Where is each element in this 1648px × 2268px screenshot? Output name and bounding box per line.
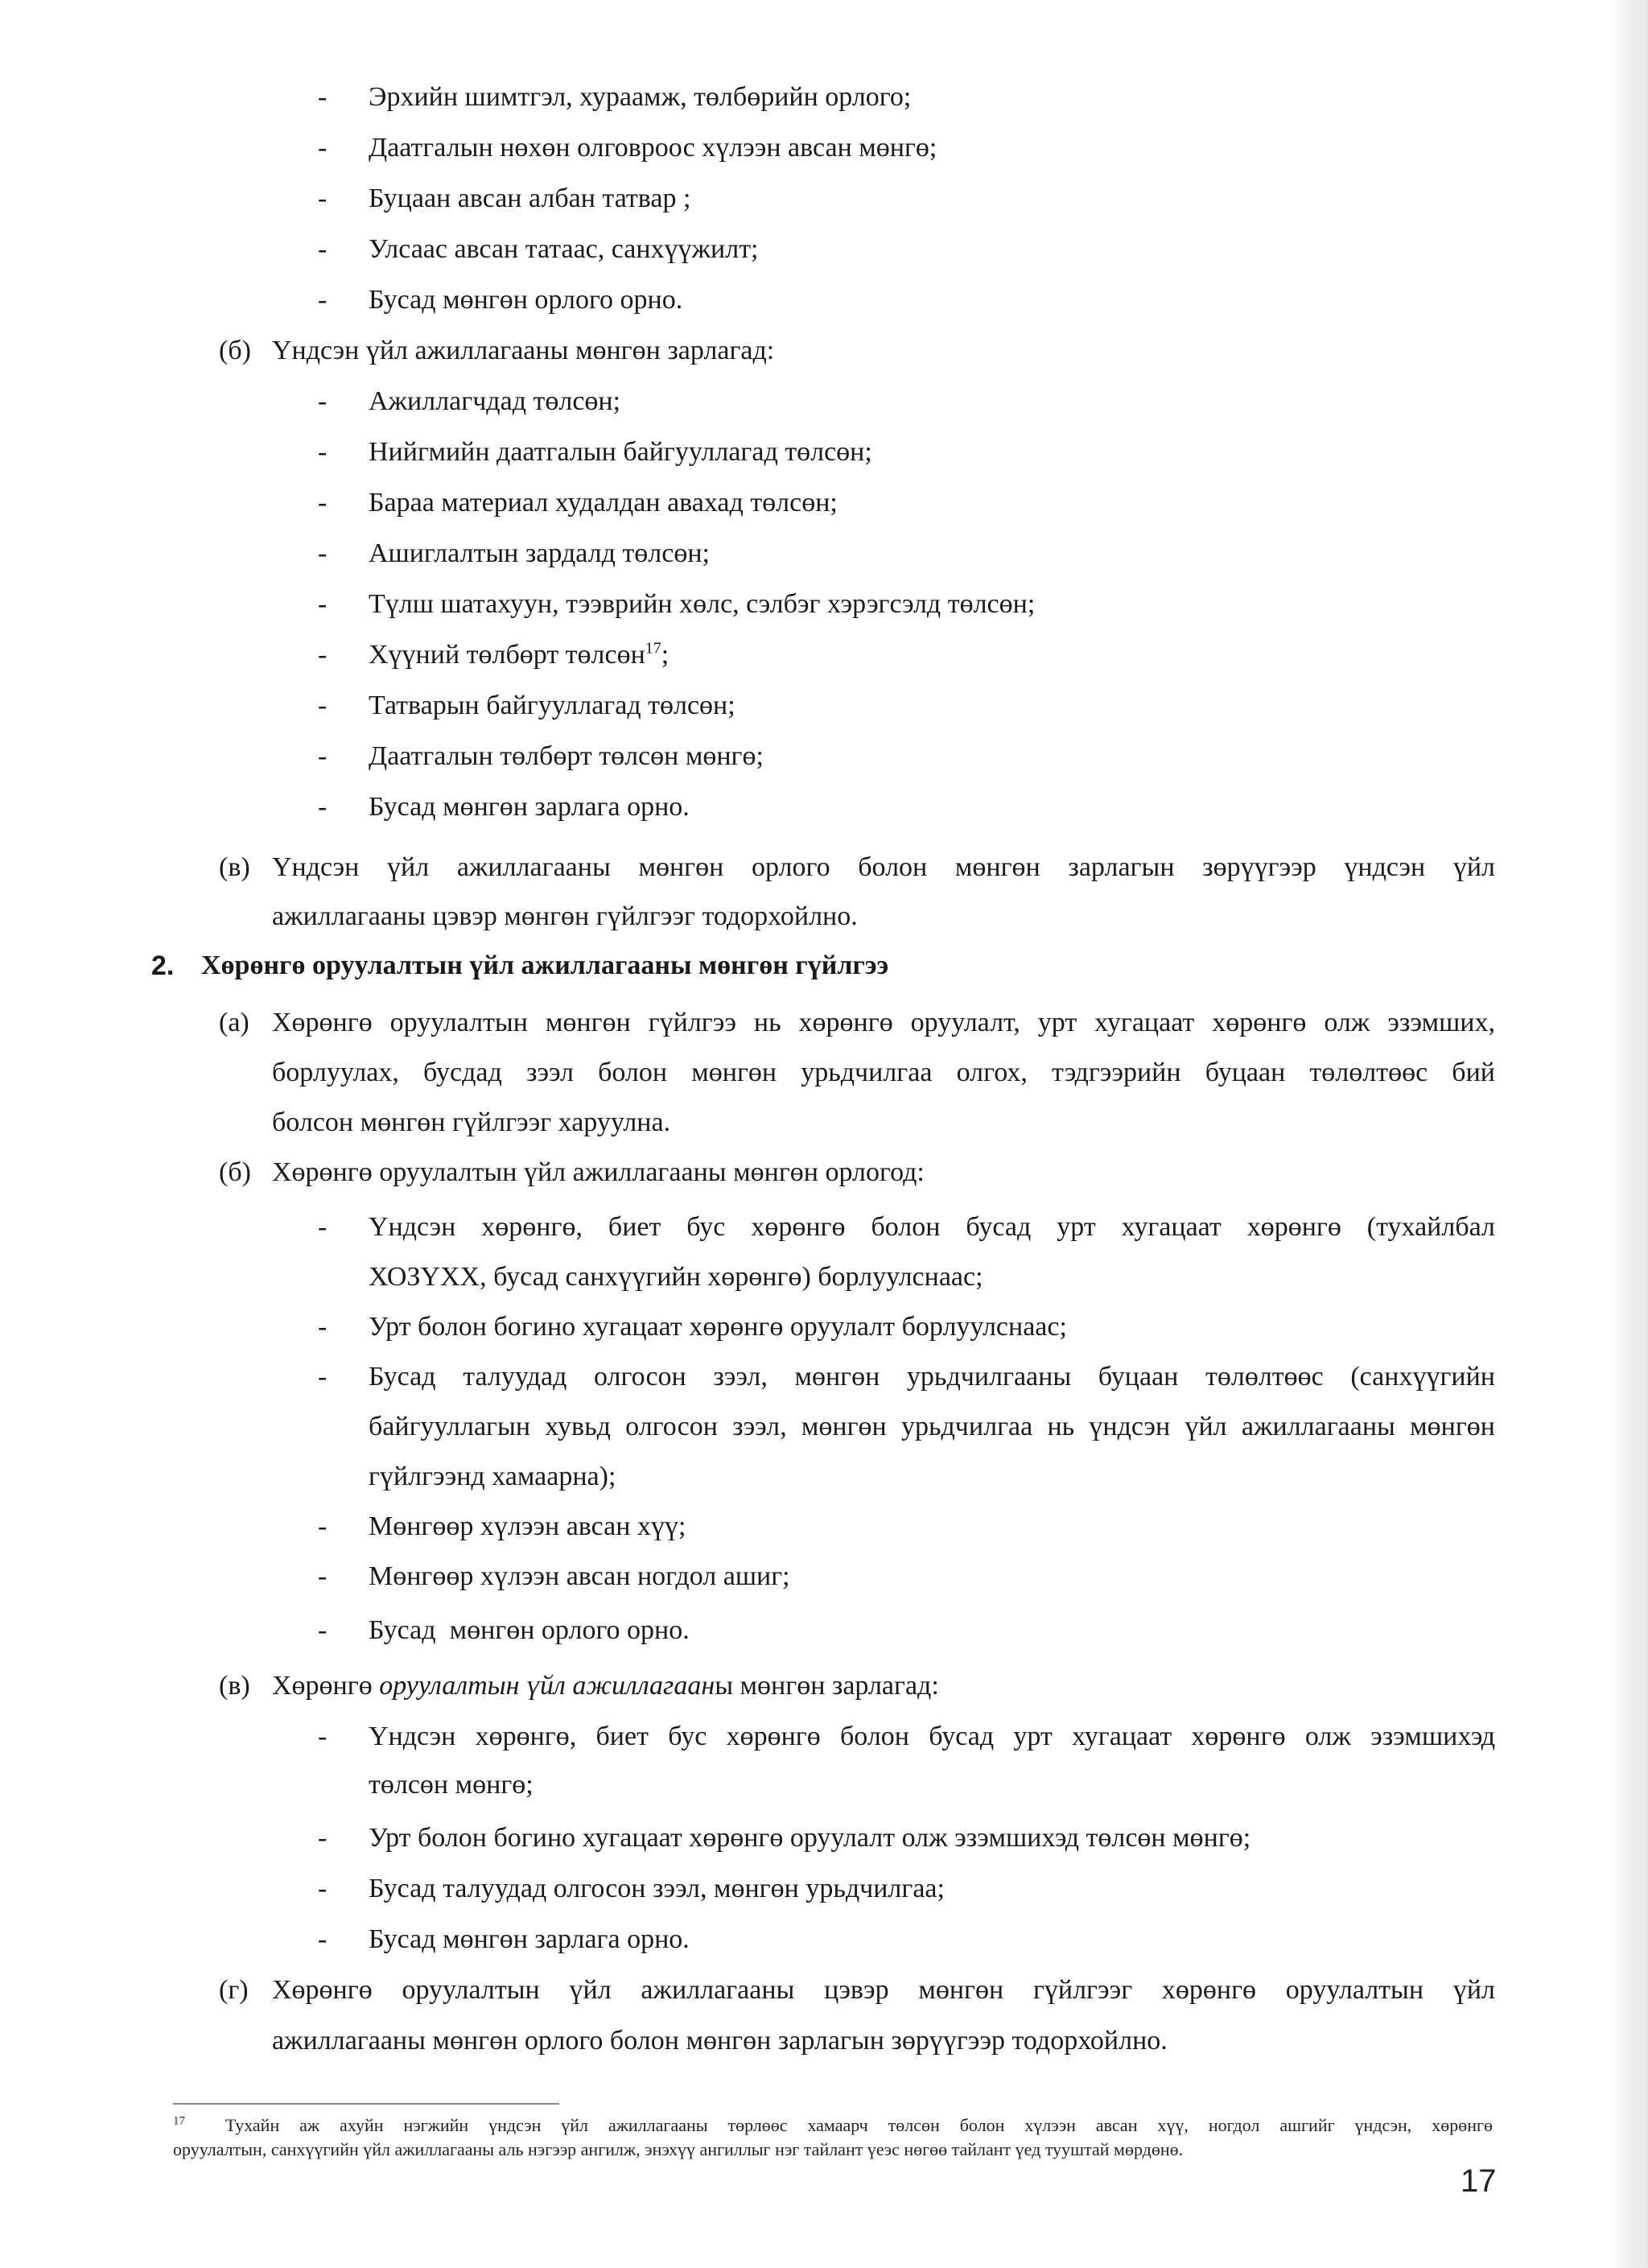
bullet-dash: - (318, 1823, 328, 1853)
page-number: 17 (1461, 2163, 1497, 2199)
bullet-item: Үндсэн хөрөнгө, биет бус хөрөнгө болон бусад урт хугацаат хөрөнгө (тухайлбал (369, 1212, 1495, 1242)
section-number: 2. (151, 950, 175, 981)
bullet-item: Улсаас авсан татаас, санхүүжилт; (369, 234, 759, 264)
bullet-dash: - (318, 82, 328, 112)
sub-item-text-pre: Хөрөнгө (272, 1671, 380, 1701)
bullet-item: Бусад мөнгөн зарлага орно. (369, 1924, 690, 1954)
bullet-item: Татварын байгууллагад төлсөн; (369, 691, 735, 720)
bullet-dash: - (318, 1722, 328, 1751)
bullet-item: Ашиглалтын зардалд төлсөн; (369, 538, 710, 568)
bullet-dash: - (318, 234, 328, 264)
bullet-item: Бусад талуудад олгосон зээл, мөнгөн урьдчилгааны буцаан төлөлтөөс (санхүүгийн (369, 1362, 1495, 1392)
footnote-separator (173, 2103, 559, 2105)
sub-item-marker: (б) (219, 1157, 251, 1187)
footnote-line: оруулалтын, санхүүгийн үйл ажиллагааны аль нэгээр ангилж, энэхүү ангиллыг нэг тайлант үеэс нөгөө тайлант үед тууштай мөрдөнө. (173, 2139, 1184, 2159)
bullet-item-continuation: байгууллагын хувьд олгосон зээл, мөнгөн урьдчилгаа нь үндсэн үйл ажиллагааны мөнгөн (369, 1412, 1495, 1441)
bullet-item: Мөнгөөр хүлээн авсан хүү; (369, 1511, 686, 1541)
bullet-dash: - (318, 488, 328, 518)
bullet-item: Урт болон богино хугацаат хөрөнгө оруулалт олж эзэмшихэд төлсөн мөнгө; (369, 1823, 1251, 1853)
sub-item-marker: (в) (219, 852, 250, 882)
paragraph-line: Хөрөнгө оруулалтын үйл ажиллагааны цэвэр мөнгөн гүйлгээг хөрөнгө оруулалтын үйл (272, 1975, 1495, 2005)
bullet-dash: - (318, 538, 328, 568)
bullet-dash: - (318, 1312, 328, 1342)
bullet-item: Бусад мөнгөн зарлага орно. (369, 792, 690, 822)
bullet-item: Даатгалын нөхөн олговроос хүлээн авсан мөнгө; (369, 133, 937, 163)
paragraph-line: болсон мөнгөн гүйлгээг харуулна. (272, 1107, 671, 1137)
footnote-text: Тухайн аж ахуйн нэгжийн үндсэн үйл ажиллагааны төрлөөс хамаарч төлсөн болон хүлээн авсан хүү, ногдол ашгийг үндсэн, хөрөнгө (225, 2115, 1493, 2135)
sub-item-marker: (в) (219, 1671, 250, 1701)
bullet-item: Эрхийн шимтгэл, хураамж, төлбөрийн орлого; (369, 82, 912, 112)
bullet-dash: - (318, 1615, 328, 1645)
bullet-item-continuation: ХОЗҮХХ, бусад санхүүгийн хөрөнгө) борлуулснаас; (369, 1262, 983, 1292)
bullet-item: Бусад мөнгөн орлого орно. (369, 285, 683, 315)
bullet-dash: - (318, 741, 328, 771)
bullet-item: Урт болон богино хугацаат хөрөнгө оруулалт борлуулснаас; (369, 1312, 1067, 1342)
sub-item-marker: (а) (219, 1008, 249, 1037)
bullet-item: Бусад мөнгөн орлого орно. (369, 1615, 690, 1645)
bullet-dash: - (318, 1212, 328, 1242)
bullet-item-continuation: төлсөн мөнгө; (369, 1770, 534, 1800)
bullet-dash: - (318, 1561, 328, 1591)
sub-item-text: Үндсэн үйл ажиллагааны мөнгөн зарлагад: (272, 336, 775, 365)
paragraph-line: Хөрөнгө оруулалтын мөнгөн гүйлгээ нь хөрөнгө оруулалт, урт хугацаат хөрөнгө олж эзэмших, (272, 1008, 1495, 1037)
footnote-reference[interactable]: 17 (645, 639, 661, 658)
bullet-dash: - (318, 1362, 328, 1392)
bullet-dash: - (318, 640, 328, 670)
bullet-item: Ажиллагчдад төлсөн; (369, 386, 621, 416)
bullet-item: Мөнгөөр хүлээн авсан ногдол ашиг; (369, 1561, 790, 1591)
bullet-item-end: ; (661, 640, 670, 670)
bullet-dash: - (318, 285, 328, 315)
bullet-dash: - (318, 1511, 328, 1541)
bullet-item-continuation: гүйлгээнд хамаарна); (369, 1462, 616, 1491)
bullet-dash: - (318, 792, 328, 822)
bullet-dash: - (318, 1874, 328, 1903)
bullet-item: Бараа материал худалдан авахад төлсөн; (369, 488, 838, 518)
sub-item-text: Хөрөнгө оруулалтын үйл ажиллагааны мөнгөн орлогод: (272, 1157, 925, 1187)
bullet-item-with-footnote (369, 637, 669, 673)
bullet-dash: - (318, 1924, 328, 1954)
sub-item-text-italic: оруулалтын үйл ажиллагаан (379, 1671, 715, 1701)
paragraph-line: борлуулах, бусдад зээл болон мөнгөн урьдчилгаа олгох, тэдгээрийн буцаан төлөлтөөс бий (272, 1058, 1495, 1087)
bullet-item: Бусад талуудад олгосон зээл, мөнгөн урьдчилгаа; (369, 1874, 945, 1903)
section-heading: Хөрөнгө оруулалтын үйл ажиллагааны мөнгөн гүйлгээ (201, 950, 889, 980)
bullet-dash: - (318, 589, 328, 619)
bullet-item: Түлш шатахуун, тээврийн хөлс, сэлбэг хэрэгсэлд төлсөн; (369, 589, 1036, 619)
bullet-item: Үндсэн хөрөнгө, биет бус хөрөнгө болон бусад урт хугацаат хөрөнгө олж эзэмшихэд (369, 1722, 1495, 1751)
bullet-dash: - (318, 437, 328, 467)
sub-item-text (272, 1668, 939, 1704)
sub-item-text-post: ы мөнгөн зарлагад: (715, 1671, 939, 1701)
footnote-line (173, 2113, 1493, 2138)
bullet-dash: - (318, 184, 328, 213)
bullet-item: Даатгалын төлбөрт төлсөн мөнгө; (369, 741, 764, 771)
sub-item-marker: (б) (219, 336, 251, 365)
bullet-dash: - (318, 133, 328, 163)
footnote-mark: 17 (173, 2114, 185, 2128)
bullet-item: Буцаан авсан албан татвар ; (369, 184, 691, 213)
bullet-item: Нийгмийн даатгалын байгууллагад төлсөн; (369, 437, 872, 467)
paragraph-line: ажиллагааны мөнгөн орлого болон мөнгөн зарлагын зөрүүгээр тодорхойлно. (272, 2026, 1168, 2056)
bullet-dash: - (318, 691, 328, 720)
paragraph-line: ажиллагааны цэвэр мөнгөн гүйлгээг тодорхойлно. (272, 901, 858, 931)
bullet-item-text: Хүүний төлбөрт төлсөн (369, 640, 645, 670)
paragraph-line: Үндсэн үйл ажиллагааны мөнгөн орлого болон мөнгөн зарлагын зөрүүгээр үндсэн үйл (272, 852, 1495, 882)
bullet-dash: - (318, 386, 328, 416)
sub-item-marker: (г) (219, 1975, 249, 2005)
